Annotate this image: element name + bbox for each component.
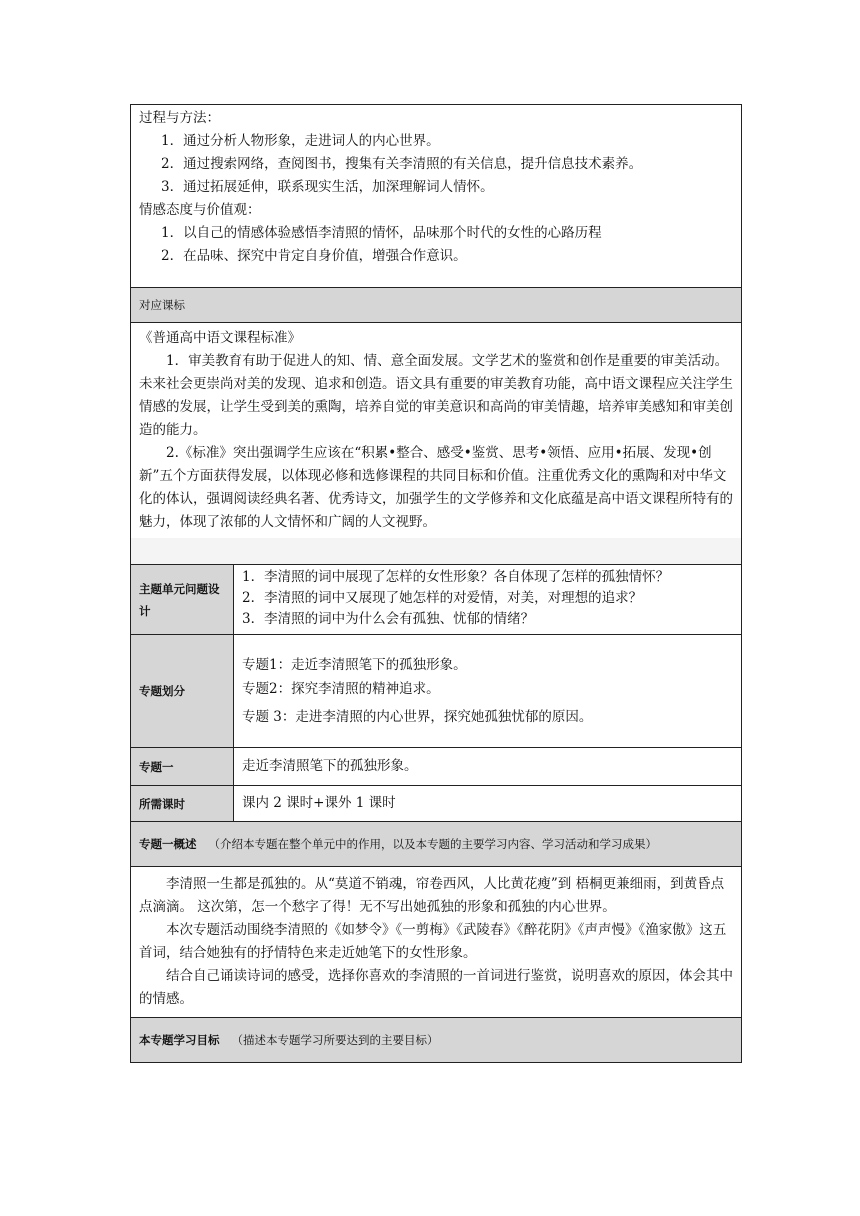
topic-2: 专题2：探究李清照的精神追求。 xyxy=(242,681,440,697)
topic-one-value: 走近李清照笔下的孤独形象。 xyxy=(242,758,418,774)
overview-description: （介绍本专题在整个单元中的作用，以及本专题的主要学习内容、学习活动和学习成果） xyxy=(208,837,657,851)
topic-one-row xyxy=(131,748,741,786)
class-hours-label: 所需课时 xyxy=(131,786,234,821)
topic-3: 专题 3：走进李清照的内心世界，探究她孤独忧郁的原因。 xyxy=(242,709,593,725)
curriculum-spacer xyxy=(131,538,741,564)
topic-division-list xyxy=(234,635,741,747)
process-methods-heading: 过程与方法： xyxy=(139,110,220,126)
curriculum-paragraph-1: 1．审美教育有助于促进人的知、情、意全面发展。文学艺术的鉴赏和创作是重要的审美活动。未来社会更崇尚对美的发现、追求和创造。语文具有重要的审美教育功能，高中语文课程应关注学生情感的发展，让学生受到美的熏陶，培养自觉的审美意识和高尚的审美情趣，培养审美感知和审美创造的能力。 xyxy=(139,353,733,438)
unit-question-1: 1．李清照的词中展现了怎样的女性形象？各自体现了怎样的孤独情怀？ xyxy=(242,569,670,585)
emotion-item-2: 2．在品味、探究中肯定自身价值，增强合作意识。 xyxy=(161,248,467,264)
overview-paragraph-3: 结合自己诵读诗词的感受，选择你喜欢的李清照的一首词进行鉴赏，说明喜欢的原因，体会其中的情感。 xyxy=(139,968,733,1007)
goals-description: （描述本专题学习所要达到的主要目标） xyxy=(231,1033,439,1047)
class-hours-row xyxy=(131,786,741,822)
topic-division-row xyxy=(131,635,741,748)
overview-label-row xyxy=(131,822,741,867)
emotion-item-1: 1．以自己的情感体验感悟李清照的情怀，品味那个时代的女性的心路历程 xyxy=(161,225,602,241)
overview-paragraph-2: 本次专题活动围绕李清照的《如梦令》《一剪梅》《武陵春》《醉花阴》《声声慢》《渔家傲》这五首词，结合她独有的抒情特色来走近她笔下的女性形象。 xyxy=(139,922,727,961)
curriculum-paragraph-2: 2.《标准》突出强调学生应该在“积累•整合、感受•鉴赏、思考•领悟、应用•拓展、发现•创新”五个方面获得发展，以体现必修和选修课程的共同目标和价值。注重优秀文化的熏陶和对中华文化的体认，强调阅读经典名著、优秀诗文，加强学生的文学修养和文化底蕴是高中语文课程所特有的魅力，体现了浓郁的人文情怀和广阔的人文视野。 xyxy=(139,445,733,530)
curriculum-label: 对应课标 xyxy=(139,298,185,312)
emotion-values-heading: 情感态度与价值观： xyxy=(139,202,261,218)
topic-division-label: 专题划分 xyxy=(131,635,234,747)
unit-questions-row xyxy=(131,565,741,635)
unit-question-3: 3．李清照的词中为什么会有孤独、忧郁的情绪？ xyxy=(242,611,535,627)
class-hours-value: 课内 2 课时+课外 1 课时 xyxy=(242,795,396,811)
topic-1: 专题1：走近李清照笔下的孤独形象。 xyxy=(242,657,467,673)
objectives-cell xyxy=(131,105,741,288)
curriculum-book-title: 《普通高中语文课程标准》 xyxy=(139,330,301,346)
goals-label-row xyxy=(131,1018,741,1062)
lesson-plan-table xyxy=(130,104,742,1063)
process-item-3: 3．通过拓展延伸，联系现实生活，加深理解词人情怀。 xyxy=(161,179,494,195)
curriculum-label-row xyxy=(131,288,741,323)
goals-label: 本专题学习目标 xyxy=(139,1033,220,1047)
topic-one-label: 专题一 xyxy=(131,748,234,785)
process-item-1: 1．通过分析人物形象，走进词人的内心世界。 xyxy=(161,133,440,149)
overview-paragraph-1: 李清照一生都是孤独的。从“莫道不销魂，帘卷西风，人比黄花瘦”到 梧桐更兼细雨，到黄昏点点滴滴。 这次第，怎一个愁字了得！无不写出她孤独的形象和孤独的内心世界。 xyxy=(139,876,725,915)
process-item-2: 2．通过搜索网络，查阅图书，搜集有关李清照的有关信息，提升信息技术素养。 xyxy=(161,156,643,172)
overview-content-row xyxy=(131,867,741,1018)
unit-question-2: 2．李清照的词中又展现了她怎样的对爱情，对美，对理想的追求？ xyxy=(242,590,643,606)
unit-questions-label: 主题单元问题设计 xyxy=(131,565,234,634)
unit-questions-list xyxy=(234,565,741,634)
overview-label: 专题一概述 xyxy=(139,837,197,851)
curriculum-content-row xyxy=(131,323,741,565)
